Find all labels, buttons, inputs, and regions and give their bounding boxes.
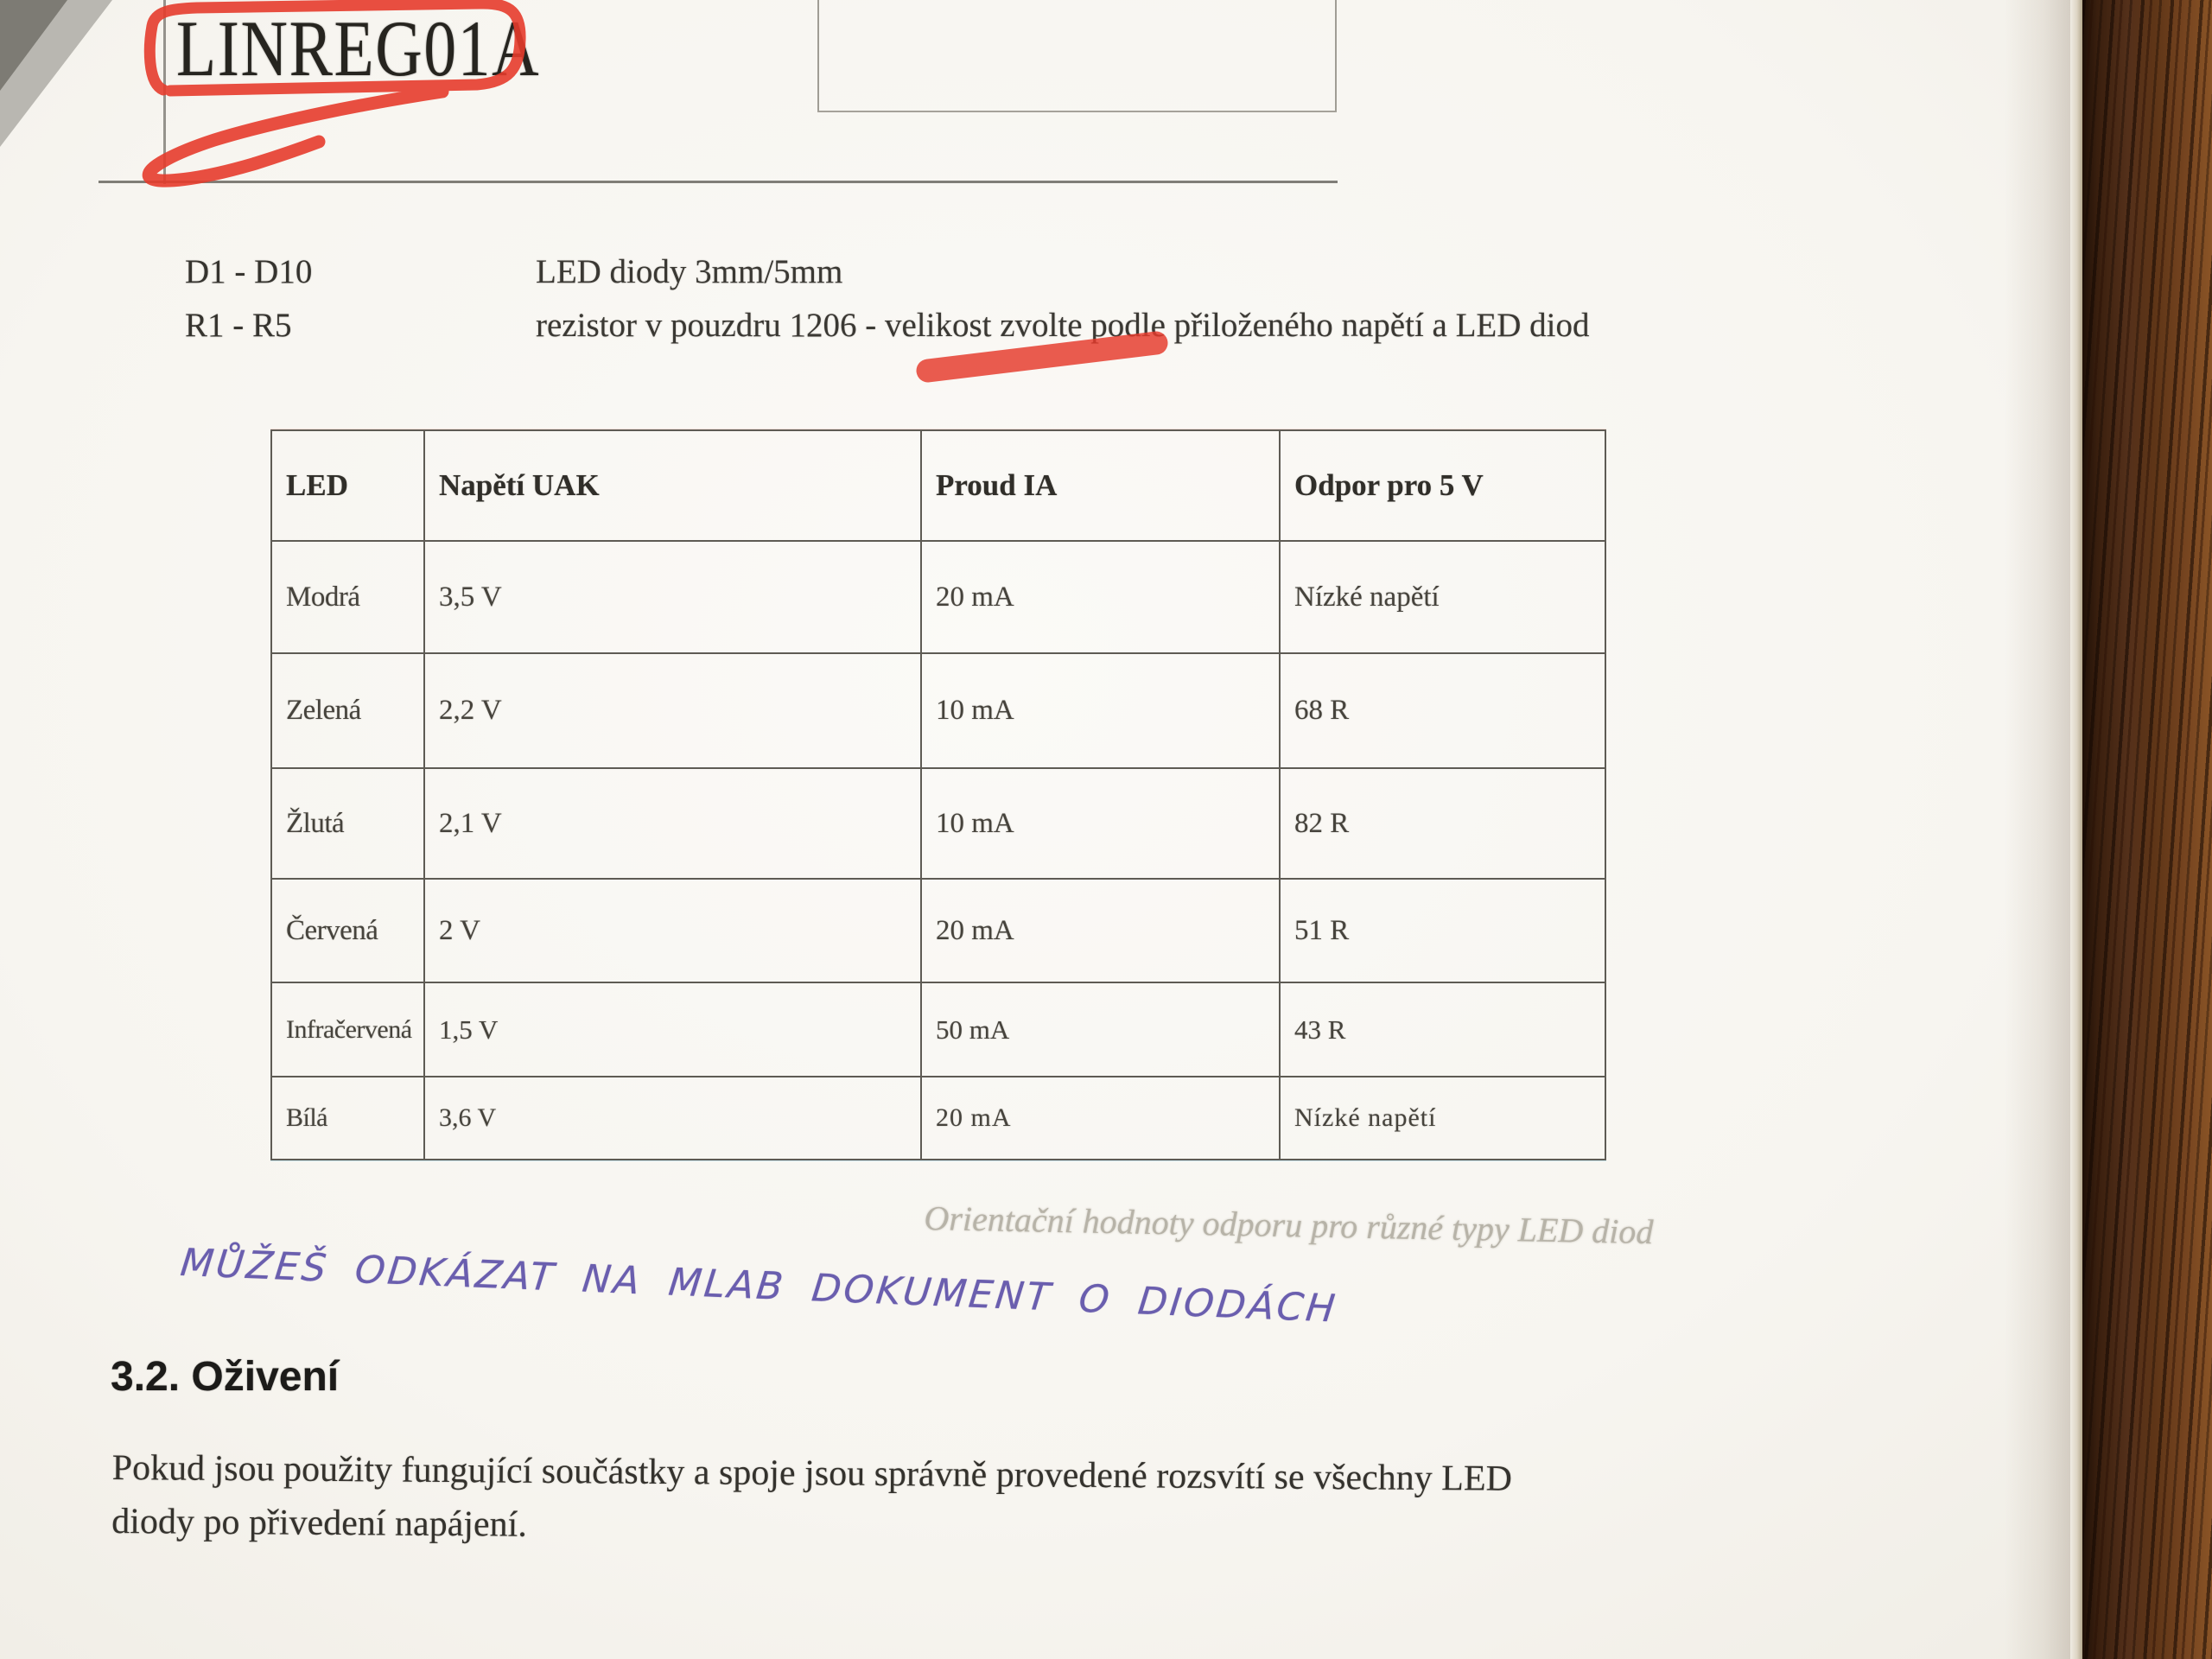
table-cell: 50 mA [921, 982, 1280, 1077]
table-cell: 43 R [1280, 982, 1605, 1077]
table-cell: 10 mA [921, 768, 1280, 879]
table-cell: Modrá [271, 541, 424, 653]
component-ref-d: D1 - D10 [185, 253, 313, 290]
table-cell: Nízké napětí [1280, 541, 1605, 653]
table-cell: 1,5 V [424, 982, 921, 1077]
table-cell: 20 mA [921, 541, 1280, 653]
table-cell: 10 mA [921, 653, 1280, 768]
header-rule-line [99, 181, 1338, 183]
body-text-line-1: Pokud jsou použity fungující součástky a spoje jsou správně provedené rozsvítí se všechny LED [111, 1447, 1513, 1499]
table-header-row [271, 430, 1605, 541]
table-cell: Infračervená [271, 982, 424, 1077]
table-cell: 2,2 V [424, 653, 921, 768]
paper-edge [2070, 0, 2082, 1659]
table-cell: 51 R [1280, 879, 1605, 982]
table-cell: Bílá [271, 1077, 424, 1160]
table-row [271, 653, 1605, 768]
table-header-proud: Proud IA [921, 430, 1280, 541]
table-cell: 3,5 V [424, 541, 921, 653]
table-cell: 2,1 V [424, 768, 921, 879]
document-title: LINREG01A [176, 4, 541, 92]
table-cell: Žlutá [271, 768, 424, 879]
title-circle-tail [149, 92, 442, 181]
handwritten-note: MŮŽEŠ ODKÁZAT NA MLAB DOKUMENT O DIODÁCH [178, 1241, 1340, 1332]
table-cell: 2 V [424, 879, 921, 982]
table-row [271, 1077, 1605, 1160]
header-box-left-line [817, 0, 819, 111]
component-ref-r: R1 - R5 [185, 307, 292, 344]
table-header-odpor: Odpor pro 5 V [1280, 430, 1605, 541]
table-cell: 3,6 V [424, 1077, 921, 1160]
header-box-right-line [1335, 0, 1337, 111]
body-paragraph [111, 1441, 1529, 1560]
component-desc-d: LED diody 3mm/5mm [536, 253, 843, 290]
component-desc-r: rezistor v pouzdru 1206 - velikost zvolte podle přiloženého napětí a LED diod [536, 307, 1590, 344]
table-header-napeti: Napětí UAK [424, 430, 921, 541]
table-caption: Orientační hodnoty odporu pro různé typy LED diod [924, 1198, 1654, 1252]
header-column-line [163, 0, 166, 184]
table-cell: Nízké napětí [1280, 1077, 1605, 1160]
paper-right-shadow [2005, 0, 2070, 1659]
table-row [271, 879, 1605, 982]
table-row [271, 982, 1605, 1077]
section-heading: 3.2. Oživení [111, 1354, 340, 1400]
red-underline-1206 [928, 343, 1156, 371]
table-cell: Červená [271, 879, 424, 982]
table-cell: 20 mA [921, 879, 1280, 982]
body-text-line-2: diody po přivedení napájení. [111, 1501, 527, 1545]
header-box-bottom-line [817, 111, 1337, 112]
table-cell: 82 R [1280, 768, 1605, 879]
table-cell: 20 mA [921, 1077, 1280, 1160]
table-cell: 68 R [1280, 653, 1605, 768]
table-header-led: LED [271, 430, 424, 541]
led-resistor-table [270, 429, 1606, 1160]
table-row [271, 768, 1605, 879]
table-row [271, 541, 1605, 653]
wood-desk-background [2082, 0, 2212, 1659]
table-cell: Zelená [271, 653, 424, 768]
